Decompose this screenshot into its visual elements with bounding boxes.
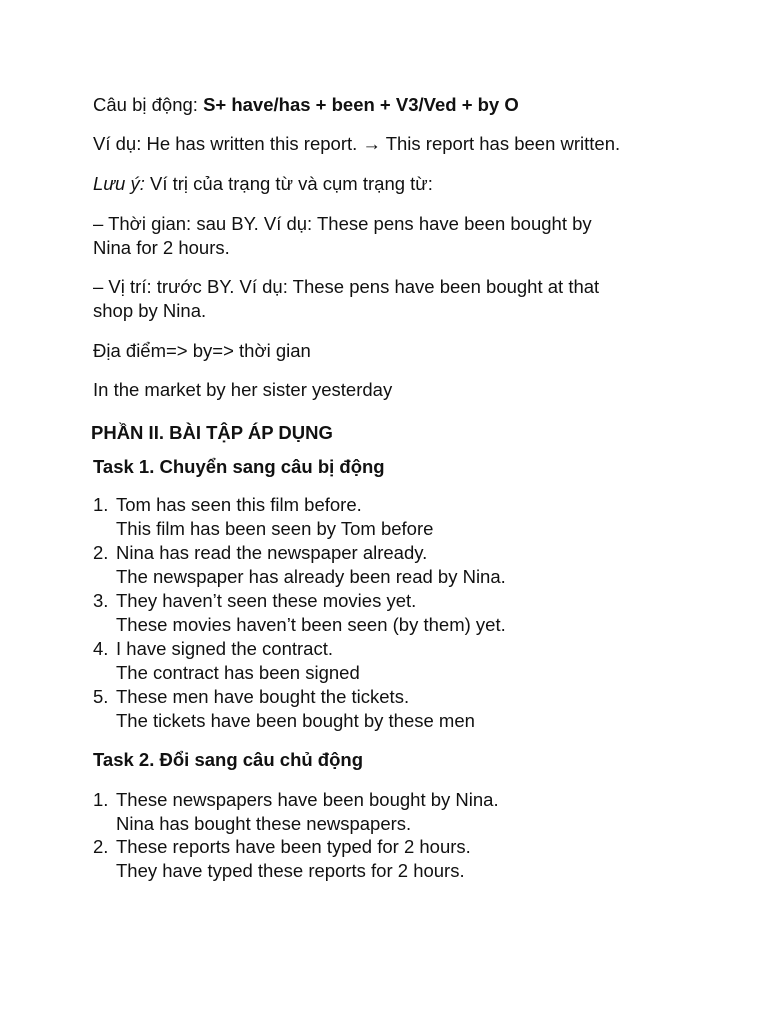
question-text: Nina has read the newspaper already.	[116, 542, 428, 563]
item-number: 3.	[93, 590, 109, 611]
question-text: Tom has seen this film before.	[116, 494, 362, 515]
question-text: These reports have been typed for 2 hours.	[116, 836, 471, 857]
order-rule: Địa điểm=> by=> thời gian	[93, 340, 311, 361]
item-number: 2.	[93, 836, 109, 857]
task2-item-1-answer: Nina has bought these newspapers.	[116, 813, 412, 834]
item-number: 5.	[93, 686, 109, 707]
question-text: They haven’t seen these movies yet.	[116, 590, 417, 611]
task1-item-1-answer: This film has been seen by Tom before	[116, 518, 434, 539]
task1-item-4-question	[93, 637, 333, 661]
task1-item-3-question	[93, 589, 416, 613]
task2-item-1-question	[93, 788, 499, 812]
passive-label: Câu bị động:	[93, 94, 204, 115]
task1-item-2-answer: The newspaper has already been read by Nina.	[116, 566, 506, 587]
task1-item-4-answer: The contract has been signed	[116, 662, 360, 683]
note-label: Lưu ý:	[93, 173, 145, 194]
item-number: 1.	[93, 494, 109, 515]
place-rule-line-2: shop by Nina.	[93, 300, 207, 321]
item-number: 4.	[93, 638, 109, 659]
question-text: These men have bought the tickets.	[116, 686, 410, 707]
passive-formula: S+ have/has + been + V3/Ved + by O	[203, 94, 519, 115]
section-title: PHẦN II. BÀI TẬP ÁP DỤNG	[91, 422, 333, 443]
task1-item-5-question	[93, 685, 409, 709]
time-rule-line-2: Nina for 2 hours.	[93, 237, 230, 258]
question-text: I have signed the contract.	[116, 638, 333, 659]
task2-item-2-answer: They have typed these reports for 2 hours.	[116, 860, 465, 881]
place-rule-line-1: – Vị trí: trước BY. Ví dụ: These pens have been bought at that	[93, 276, 600, 297]
passive-formula-line	[93, 93, 519, 117]
note-line	[93, 172, 433, 196]
task2-item-2-question	[93, 835, 471, 859]
task1-title: Task 1. Chuyển sang câu bị động	[93, 456, 385, 477]
task1-item-2-question	[93, 541, 427, 565]
example-line: Ví dụ: He has written this report. → This report has been written.	[93, 133, 621, 154]
item-number: 1.	[93, 789, 109, 810]
task1-item-3-answer: These movies haven’t been seen (by them) yet.	[116, 614, 506, 635]
task2-title: Task 2. Đổi sang câu chủ động	[93, 749, 364, 770]
item-number: 2.	[93, 542, 109, 563]
time-rule-line-1: – Thời gian: sau BY. Ví dụ: These pens have been bought by	[93, 213, 592, 234]
note-text: Ví trị của trạng từ và cụm trạng từ:	[144, 173, 433, 194]
order-example: In the market by her sister yesterday	[93, 379, 393, 400]
task1-item-5-answer: The tickets have been bought by these men	[116, 710, 475, 731]
task1-item-1-question	[93, 493, 362, 517]
question-text: These newspapers have been bought by Nina.	[116, 789, 499, 810]
